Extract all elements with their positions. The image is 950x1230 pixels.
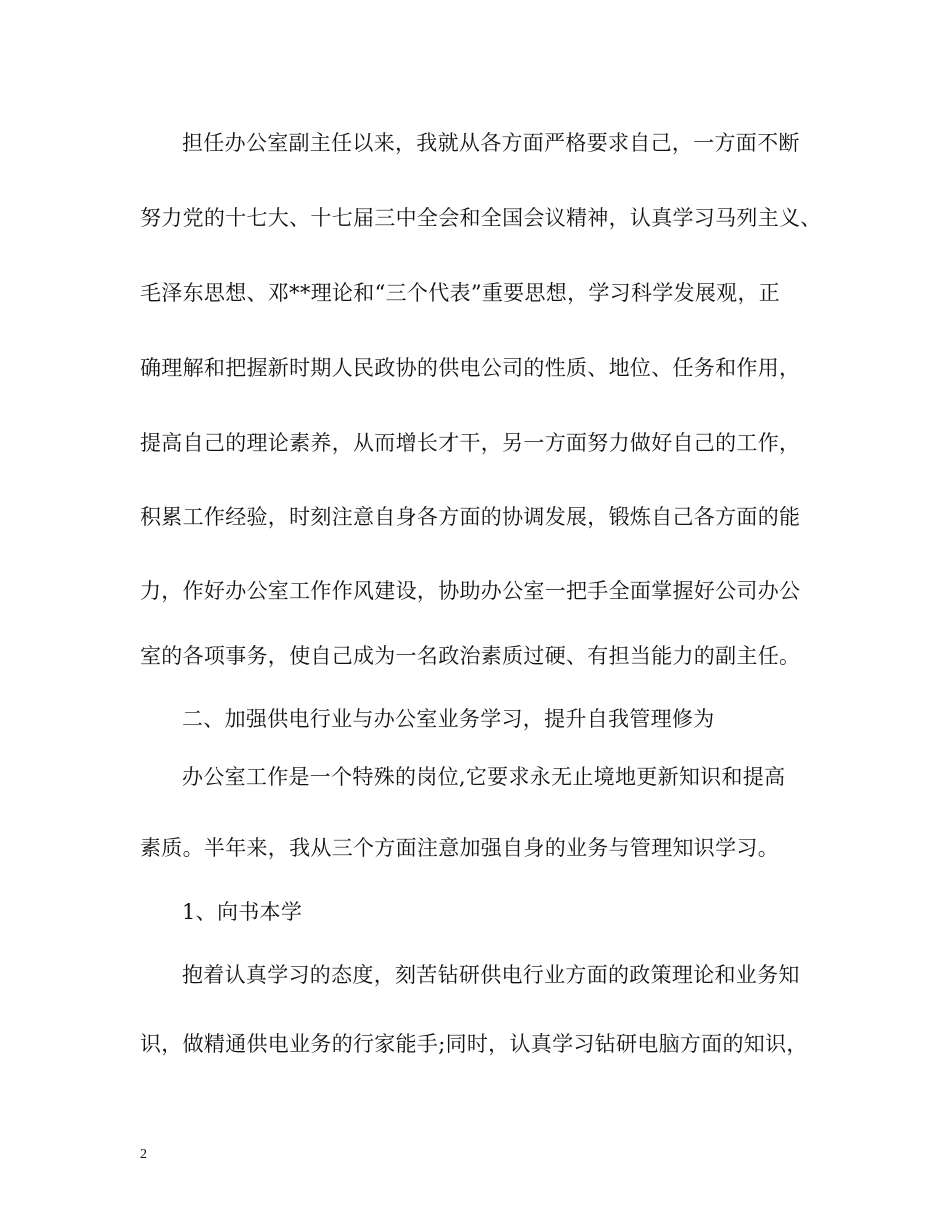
text-line: 确理解和把握新时期人民政协的供电公司的性质、地位、任务和作用，: [140, 356, 801, 380]
text-line: 提高自己的理论素养，从而增长才干，另一方面努力做好自己的工作，: [140, 431, 801, 455]
text-line: 积累工作经验，时刻注意自身各方面的协调发展，锻炼自己各方面的能: [140, 505, 801, 529]
text-line: 抱着认真学习的态度，刻苦钻研供电行业方面的政策理论和业务知: [182, 963, 800, 987]
page-number: 2: [140, 1147, 147, 1162]
text-line: 努力党的十七大、十七届三中全会和全国会议精神，认真学习马列主义、: [140, 206, 822, 230]
section-heading: 二、加强供电行业与办公室业务学习，提升自我管理修为: [182, 707, 715, 731]
text-line: 担任办公室副主任以来，我就从各方面严格要求自己，一方面不断: [182, 131, 800, 155]
subsection-heading: 1、向书本学: [182, 900, 303, 924]
text-line: 办公室工作是一个特殊的岗位,它要求永无止境地更新知识和提高: [182, 765, 786, 789]
text-line: 室的各项事务，使自己成为一名政治素质过硬、有担当能力的副主任。: [140, 644, 801, 668]
text-line: 毛泽东思想、邓**理论和“三个代表”重要思想，学习科学发展观，正: [140, 281, 781, 305]
text-line: 力，作好办公室工作作风建设，协助办公室一把手全面掌握好公司办公: [140, 579, 801, 603]
text-line: 素质。半年来，我从三个方面注意加强自身的业务与管理知识学习。: [140, 836, 779, 860]
text-line: 识，做精通供电业务的行家能手;同时，认真学习钻研电脑方面的知识，: [140, 1032, 808, 1056]
